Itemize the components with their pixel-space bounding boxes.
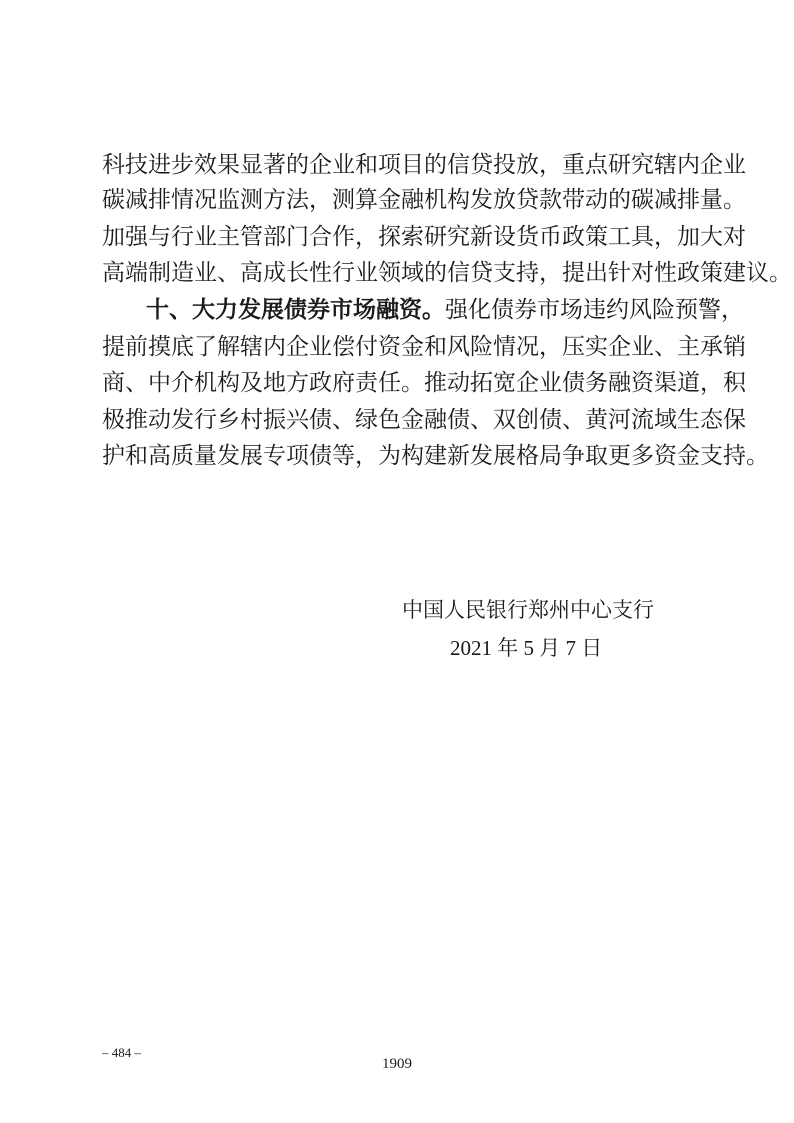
paragraph-2-line-3: 商、中介机构及地方政府责任。推动拓宽企业债务融资渠道，积	[102, 370, 746, 396]
paragraph-1-line-3: 加强与行业主管部门合作，探索研究新设货币政策工具，加大对	[102, 224, 746, 250]
paragraph-1-line-2: 碳减排情况监测方法，测算金融机构发放贷款带动的碳减排量。	[102, 187, 746, 213]
paragraph-1-line-4: 高端制造业、高成长性行业领域的信贷支持，提出针对性政策建议。	[102, 260, 792, 286]
signature-organization: 中国人民银行郑州中心支行	[402, 598, 654, 622]
page-number: 1909	[382, 1056, 412, 1072]
paragraph-2-line-4: 极推动发行乡村振兴债、绿色金融债、双创债、黄河流域生态保	[102, 407, 746, 433]
section-heading: 十、大力发展债券市场融资。	[146, 297, 445, 323]
paragraph-1-line-1: 科技进步效果显著的企业和项目的信贷投放，重点研究辖内企业	[102, 152, 746, 178]
paragraph-2-line-1	[146, 292, 744, 328]
paragraph-2-line-5: 护和高质量发展专项债等，为构建新发展格局争取更多资金支持。	[102, 443, 769, 469]
paragraph-2-first-line-text: 强化债券市场违约风险预警，	[445, 297, 744, 323]
signature-date: 2021 年 5 月 7 日	[450, 636, 603, 660]
page-marker: – 484 –	[102, 1045, 141, 1060]
paragraph-2-line-2: 提前摸底了解辖内企业偿付资金和风险情况，压实企业、主承销	[102, 334, 746, 360]
